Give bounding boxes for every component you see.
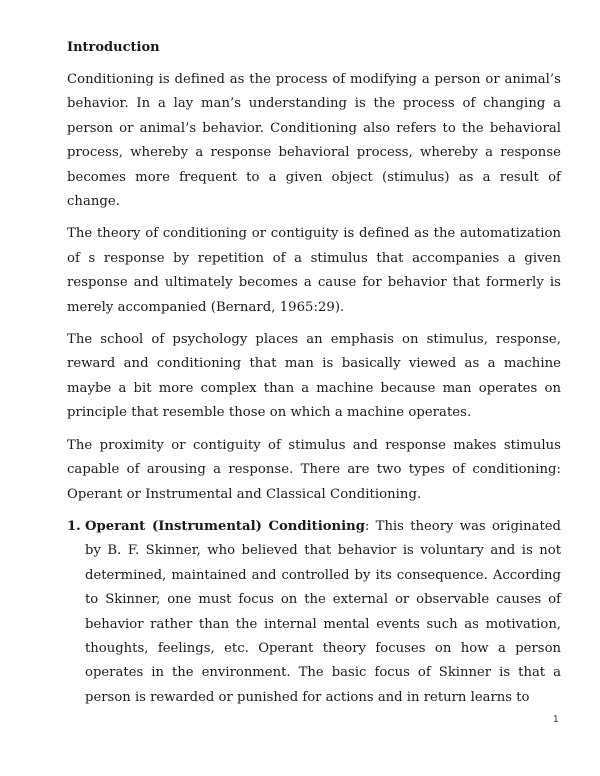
paragraph-types-of-conditioning: The proximity or contiguity of stimulus and response makes stimulus capable of arousing a response. There are two types of conditioning: Operant or Instrumental and Classical Conditioning. <box>67 437 561 502</box>
paragraph-conditioning-definition: Conditioning is defined as the process of modifying a person or animal’s behavior. In a lay man’s understanding is the process of changing a person or animal’s behavior. Conditioning also refers to the behavioral process, whereby a response behavioral process, whereby a response becomes more frequent to a given object (stimulus) as a result of change. <box>67 72 561 210</box>
list-item-term: Operant (Instrumental) Conditioning <box>85 518 365 534</box>
page-number: 1 <box>553 714 559 725</box>
paragraph-school-of-psychology: The school of psychology places an emphasis on stimulus, response, reward and conditioning that man is basically viewed as a machine maybe a bit more complex than a machine because man operates on principle that resemble those on which a machine operates. <box>67 332 561 421</box>
section-heading: Introduction <box>67 40 160 55</box>
paragraph-contiguity-theory: The theory of conditioning or contiguity is defined as the automatization of s response by repetition of a stimulus that accompanies a given response and ultimately becomes a cause for behavior that formerly is merely accompanied (Bernard, 1965:29). <box>67 226 561 315</box>
list-item-text: : This theory was originated by B. F. Skinner, who believed that behavior is voluntary and is not determined, maintained and controlled by its consequence. According to Skinner, one must focus on the external or observable causes of behavior rather than the internal mental events such as motivation, thoughts, feelings, etc. Operant theory focuses on how a person operates in the environment. The basic focus of Skinner is that a person is rewarded or punished for actions and in return learns to <box>85 518 562 705</box>
list-item-number: 1. <box>67 518 81 534</box>
conditioning-types-list <box>67 515 561 710</box>
list-item <box>67 515 561 710</box>
document-body <box>67 40 561 710</box>
